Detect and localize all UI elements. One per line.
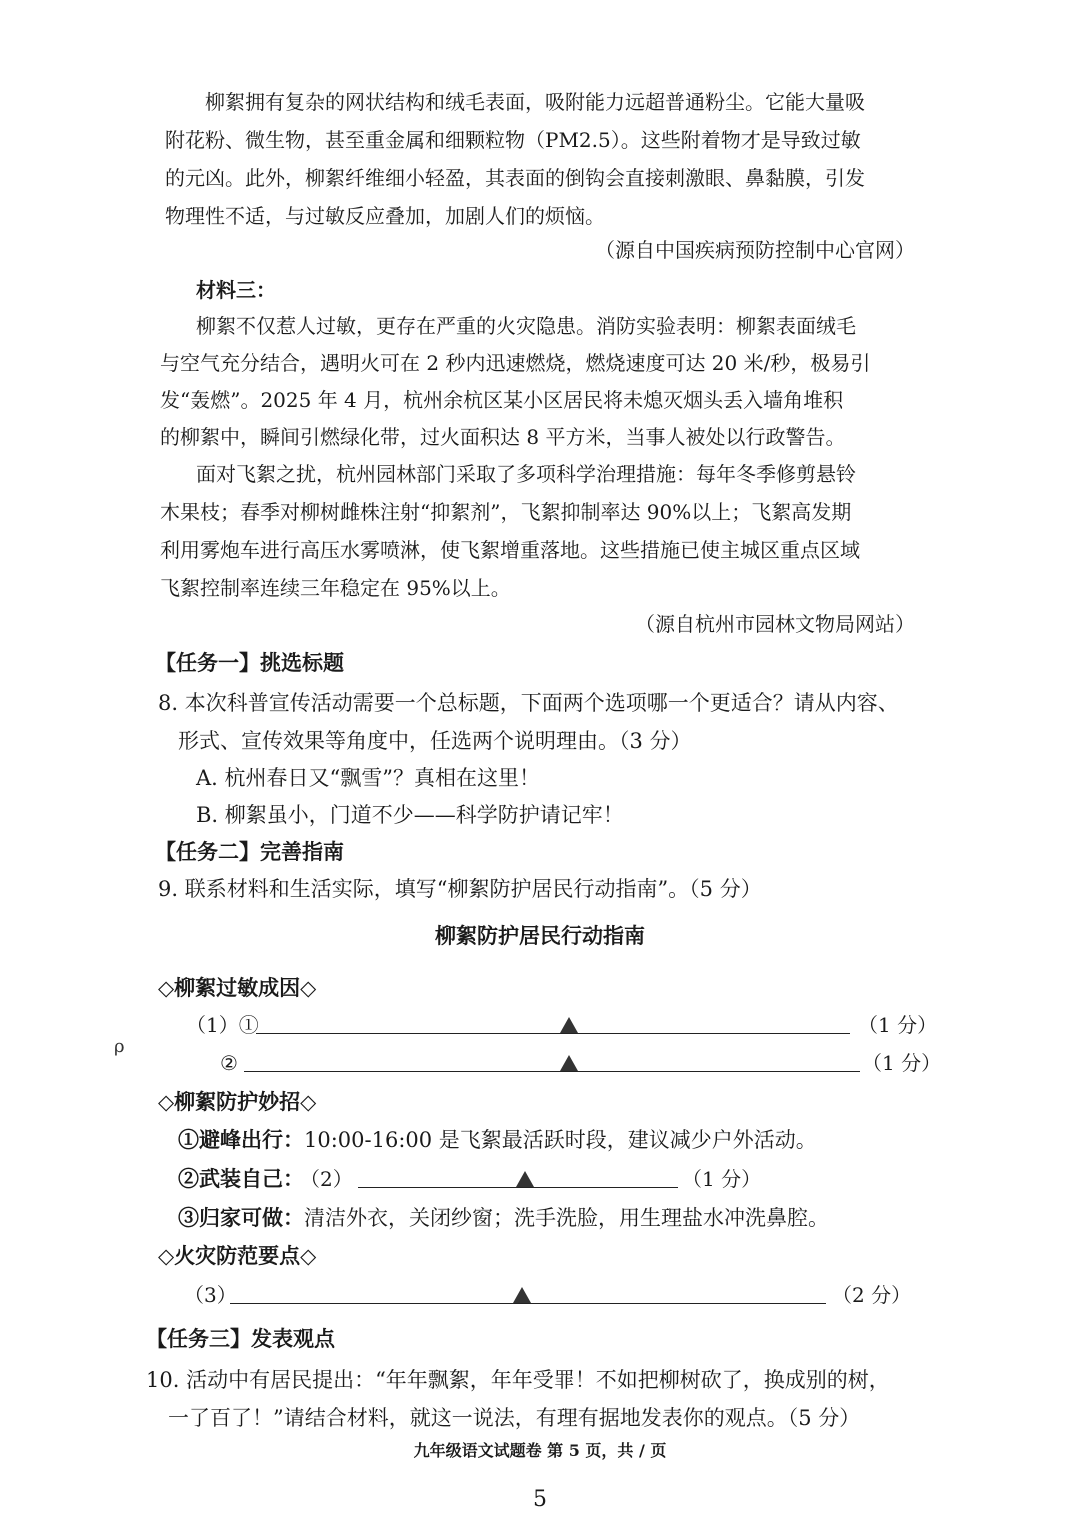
tip-2-points: （1 分） (682, 1167, 762, 1191)
material3-p2-line-3: 利用雾炮车进行高压水雾喷淋，使飞絮增重落地。这些措施已使主城区重点区域 (160, 538, 860, 562)
task3-heading: 【任务三】发表观点 (146, 1326, 335, 1351)
triangle-marker-icon (513, 1287, 531, 1303)
triangle-marker-icon (560, 1055, 578, 1071)
tip-3 (178, 1204, 829, 1232)
q8-line-1: 8. 本次科普宣传活动需要一个总标题，下面两个选项哪一个更适合？请从内容、 (158, 691, 899, 715)
blank-2-line[interactable] (244, 1071, 860, 1072)
material3-p1-line-4: 的柳絮中，瞬间引燃绿化带，过火面积达 8 平方米，当事人被处以行政警告。 (160, 425, 846, 449)
triangle-marker-icon (516, 1171, 534, 1187)
triangle-marker-icon (560, 1017, 578, 1033)
tip-2-label: （2） (300, 1167, 353, 1191)
answer-blank-tip-2 (0, 1165, 1080, 1193)
tip-2-line[interactable] (358, 1187, 678, 1188)
blank-1-label: （1）① (186, 1013, 259, 1037)
blank-3-points: （2 分） (832, 1283, 912, 1307)
footer-exam-name: 九年级语文试题卷 第 5 页，共 / 页 (413, 1441, 667, 1460)
material2-source: （源自中国疾病预防控制中心官网） (595, 238, 915, 262)
blank-3-label: （3） (184, 1283, 237, 1307)
tip-3-text: 清洁外衣，关闭纱窗；洗手洗脸，用生理盐水冲洗鼻腔。 (304, 1206, 829, 1230)
guide-title: 柳絮防护居民行动指南 (435, 923, 645, 948)
blank-2-label: ② (220, 1051, 238, 1075)
blank-1-points: （1 分） (858, 1013, 938, 1037)
material3-source: （源自杭州市园林文物局网站） (635, 612, 915, 636)
blank-3-line[interactable] (230, 1303, 826, 1304)
tip-3-title: ③归家可做： (178, 1205, 304, 1230)
material2-line-3: 的元凶。此外，柳絮纤维细小轻盈，其表面的倒钩会直接刺激眼、鼻黏膜，引发 (165, 166, 865, 190)
q10-line-1: 10. 活动中有居民提出：“年年飘絮，年年受罪！不如把柳树砍了，换成别的树， (146, 1368, 890, 1392)
tip-1-title: ①避峰出行： (178, 1127, 304, 1152)
material3-p1-line-2: 与空气充分结合，遇明火可在 2 秒内迅速燃烧，燃烧速度可达 20 米/秒，极易引 (160, 351, 871, 375)
q10-line-2: 一了百了！”请结合材料，就这一说法，有理有据地发表你的观点。（5 分） (168, 1406, 861, 1430)
q8-option-a: A. 杭州春日又“飘雪”？真相在这里！ (196, 766, 540, 790)
material3-p2-line-4: 飞絮控制率连续三年稳定在 95%以上。 (160, 576, 511, 600)
stray-mark: ρ (114, 1036, 125, 1057)
tip-1-text: 10:00-16:00 是飞絮最活跃时段，建议减少户外活动。 (304, 1128, 817, 1152)
blank-2-points: （1 分） (862, 1051, 942, 1075)
q8-option-b: B. 柳絮虽小，门道不少——科学防护请记牢！ (196, 803, 624, 827)
answer-blank-2 (0, 1049, 1080, 1077)
material2-line-4: 物理性不适，与过敏反应叠加，加剧人们的烦恼。 (165, 204, 605, 228)
q8-line-2: 形式、宣传效果等角度中，任选两个说明理由。（3 分） (178, 729, 692, 753)
task2-heading: 【任务二】完善指南 (155, 839, 344, 864)
section-allergy-causes: ◇柳絮过敏成因◇ (158, 975, 317, 1000)
section-protection-tips: ◇柳絮防护妙招◇ (158, 1089, 317, 1114)
tip-1 (178, 1126, 817, 1154)
page-number: 5 (533, 1487, 547, 1512)
blank-1-line[interactable] (256, 1033, 850, 1034)
material3-p1-line-1: 柳絮不仅惹人过敏，更存在严重的火灾隐患。消防实验表明：柳絮表面绒毛 (196, 314, 856, 338)
tip-2-title: ②武装自己： (178, 1166, 304, 1191)
material2-line-1: 柳絮拥有复杂的网状结构和绒毛表面，吸附能力远超普通粉尘。它能大量吸 (205, 90, 865, 114)
section-fire-prevention: ◇火灾防范要点◇ (158, 1243, 317, 1268)
answer-blank-1 (0, 1011, 1080, 1039)
material3-heading: 材料三： (196, 278, 276, 302)
q9-text: 9. 联系材料和生活实际，填写“柳絮防护居民行动指南”。（5 分） (158, 877, 762, 901)
task1-heading: 【任务一】挑选标题 (155, 650, 344, 675)
material2-line-2: 附花粉、微生物，甚至重金属和细颗粒物（PM2.5）。这些附着物才是导致过敏 (165, 128, 861, 152)
material3-p2-line-1: 面对飞絮之扰，杭州园林部门采取了多项科学治理措施：每年冬季修剪悬铃 (196, 462, 856, 486)
material3-p1-line-3: 发“轰燃”。2025 年 4 月，杭州余杭区某小区居民将未熄灭烟头丢入墙角堆积 (160, 388, 844, 412)
answer-blank-3 (0, 1281, 1080, 1309)
material3-p2-line-2: 木果枝；春季对柳树雌株注射“抑絮剂”，飞絮抑制率达 90%以上；飞絮高发期 (160, 500, 852, 524)
